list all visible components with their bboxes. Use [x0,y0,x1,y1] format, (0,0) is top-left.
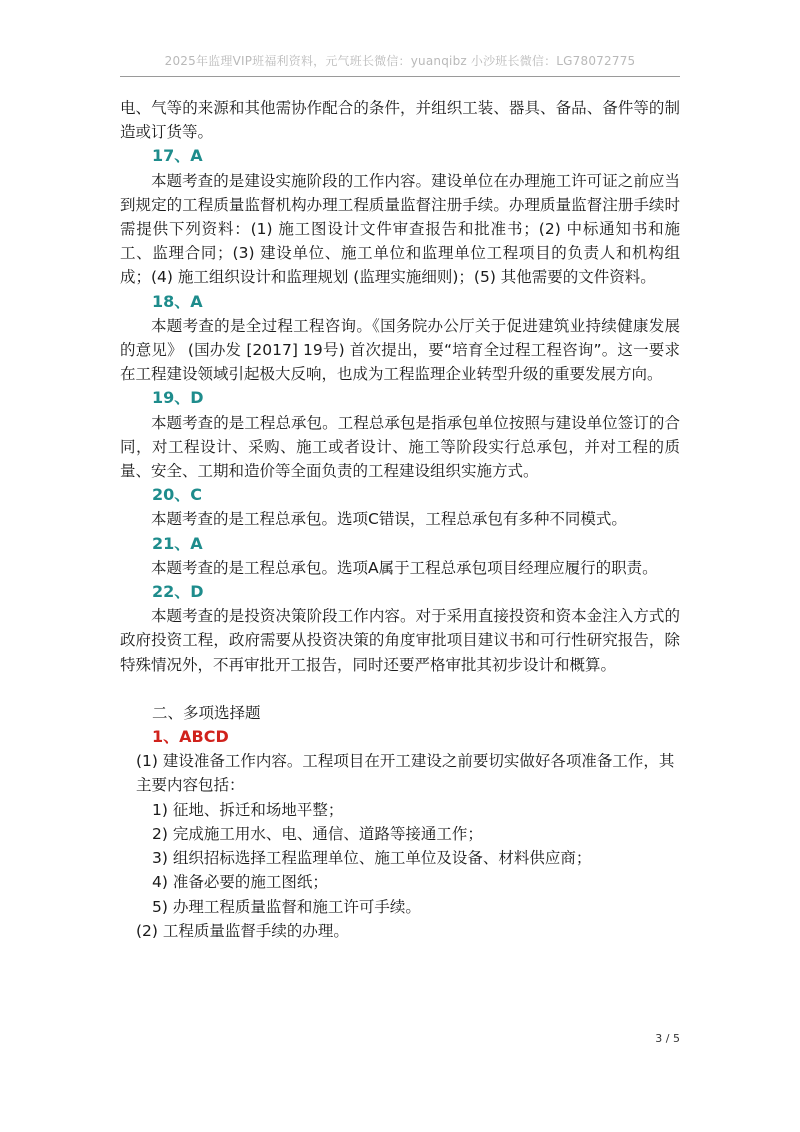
list-item: 3) 组织招标选择工程监理单位、施工单位及设备、材料供应商； [152,849,592,868]
point-1: (1) 建设准备工作内容。工程项目在开工建设之前要切实做好各项准备工作，其主要内容包括： [136,752,675,795]
list-item: 4) 准备必要的施工图纸； [152,873,328,892]
explanation-22: 本题考查的是投资决策阶段工作内容。对于采用直接投资和资本金注入方式的政府投资工程，政府需要从投资决策的角度审批项目建议书和可行性研究报告，除特殊情况外，不再审批开工报告，同时还要严格审批其初步设计和概算。 [120,607,680,674]
intro-continuation: 电、气等的来源和其他需协作配合的条件，并组织工装、器具、备品、备件等的制造或订货等。 [120,99,680,142]
explanation-20: 本题考查的是工程总承包。选项C错误，工程总承包有多种不同模式。 [151,510,627,529]
document-body [120,96,680,943]
explanation-21: 本题考查的是工程总承包。选项A属于工程总承包项目经理应履行的职责。 [151,558,658,577]
answer-19: 19、D [152,388,204,408]
header-divider [120,76,680,77]
section-title-multiple-choice: 二、多项选择题 [152,703,261,722]
explanation-17: 本题考查的是建设实施阶段的工作内容。建设单位在办理施工许可证之前应当到规定的工程质量监督机构办理工程质量监督注册手续。办理质量监督注册手续时需提供下列资料：(1) 施工图设计文件审查报告和批准书；(2) 中标通知书和施工、监理合同；(3) 建设单位、施工单位和监理单位工程项目的负责人和机构组成；(4) 施工组织设计和监理规划 (监理实施细则)；(5) 其他需要的文件资料。 [120,171,680,287]
list-item: 2) 完成施工用水、电、通信、道路等接通工作； [152,824,483,843]
point-2: (2) 工程质量监督手续的办理。 [136,921,349,940]
explanation-19: 本题考查的是工程总承包。工程总承包是指承包单位按照与建设单位签订的合同，对工程设计、采购、施工或者设计、施工等阶段实行总承包，并对工程的质量、安全、工期和造价等全面负责的工程建设组织实施方式。 [120,413,680,481]
answer-17: 17、A [152,146,203,166]
answer-18: 18、A [152,291,203,311]
answer-20: 20、C [152,485,203,505]
list-item: 1) 征地、拆迁和场地平整； [152,800,344,819]
explanation-18: 本题考查的是全过程工程咨询。《国务院办公厅关于促进建筑业持续健康发展的意见》 (国办发 [2017] 19号) 首次提出，要“培育全过程工程咨询”。这一要求在工程建设领域引起极大反响，也成为工程监理企业转型升级的重要发展方向。 [120,316,680,384]
answer-22: 22、D [152,582,204,602]
page-number: 3 / 5 [655,1032,680,1045]
answer-m1: 1、ABCD [152,727,229,747]
answer-21: 21、A [152,533,203,553]
list-item: 5) 办理工程质量监督和施工许可手续。 [152,897,421,916]
header-watermark: 2025年监理VIP班福利资料，元气班长微信：yuanqibz 小沙班长微信：LG78072775 [164,54,636,68]
